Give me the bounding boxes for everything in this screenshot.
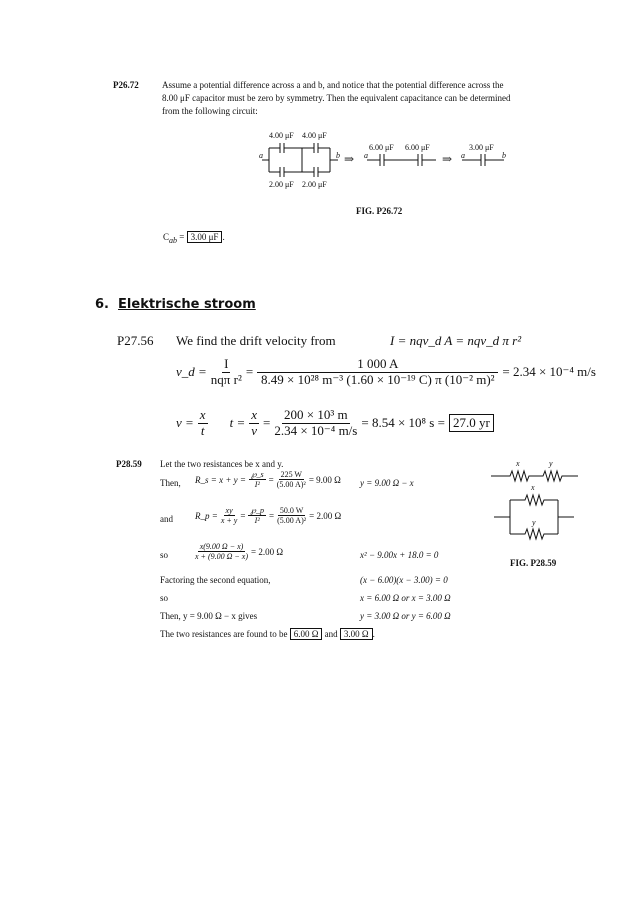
boxed-answer: 27.0 yr — [449, 414, 494, 432]
problem-label: P27.56 — [117, 333, 154, 348]
figure-caption: FIG. P28.59 — [510, 558, 557, 568]
capacitor-label: 2.00 μF — [302, 180, 327, 189]
resistor-label: y — [549, 459, 553, 468]
node-label: a — [259, 151, 263, 160]
series-equation: R_s = x + y = $\frac{℘\_s}{\text{I²}}$ = $\frac{225 W}{\text{(5.00 A)²}}$ = 9.00 Ω — [195, 470, 341, 490]
paragraph-line: so — [160, 593, 169, 603]
arrow-icon: ⇒ — [344, 152, 355, 166]
resistor-label: x — [531, 483, 535, 492]
node-label: b — [336, 151, 340, 160]
final-answer-line: The two resistances are found to be 6.00 Ω and 3.00 Ω . — [160, 629, 375, 639]
capacitor-label: 3.00 μF — [469, 143, 494, 152]
boxed-answer: 3.00 Ω — [340, 628, 373, 640]
paragraph-line: Then, y = 9.00 Ω − x gives — [160, 611, 258, 621]
paragraph-line: and — [160, 514, 173, 524]
equation: (x − 6.00)(x − 3.00) = 0 — [360, 575, 448, 585]
capacitor-label: 6.00 μF — [405, 143, 430, 152]
paragraph-line: We find the drift velocity from — [176, 333, 336, 348]
equation: x = 6.00 Ω or x = 3.00 Ω — [360, 593, 451, 603]
paragraph-line: Let the two resistances be x and y. — [160, 459, 284, 469]
parallel-equation: R_p = $\frac{xy}{x + y}$ = $\frac{℘\_p}{\text{I²}}$ = $\frac{50.0 W}{\text{(5.00 A)²}}$ = 2.00 Ω — [195, 506, 342, 526]
paragraph-line: so — [160, 550, 169, 560]
resistor-label: y — [532, 518, 536, 527]
equation: I = nqv_d A = nqv_d π r² — [390, 333, 522, 348]
paragraph-line: Then, — [160, 478, 181, 488]
paragraph-line: from the following circuit: — [162, 106, 258, 116]
paragraph-line: Factoring the second equation, — [160, 575, 271, 585]
equation: y = 9.00 Ω − x — [360, 478, 414, 488]
resistor-label: x — [516, 459, 520, 468]
time-equation: v = $\frac{x}{t}$ t = $\frac{x}{v}$ = $\frac{\text{200 × 10³ m}}{\text{2.34 × 10⁻⁴ m/s}}$ = 8.54 × 10⁸ s = 27.0 yr — [176, 408, 494, 439]
capacitor-label: 4.00 μF — [302, 131, 327, 140]
figure-caption: FIG. P26.72 — [356, 206, 403, 216]
boxed-answer: 3.00 μF — [187, 231, 223, 243]
paragraph-line: 8.00 μF capacitor must be zero by symmetry. Then the equivalent capacitance can be determined — [162, 93, 511, 103]
paragraph-line: Assume a potential difference across a and b, and notice that the potential difference across the — [162, 80, 504, 90]
node-label: a — [461, 151, 465, 160]
node-label: b — [502, 151, 506, 160]
problem-label: P28.59 — [116, 459, 142, 469]
arrow-icon: ⇒ — [442, 152, 453, 166]
problem-label: P26.72 — [113, 80, 139, 90]
capacitor-label: 4.00 μF — [269, 131, 294, 140]
section-heading: 6. Elektrische stroom — [95, 297, 256, 312]
cab-result: $C_{ab} = 3.00$ μF . — [163, 232, 225, 245]
substitution-equation: $\frac{x(9.00 \Omega - x)}{x + (9.00 \Omega - x)}$ = 2.00 Ω — [195, 542, 284, 562]
equation: x² − 9.00x + 18.0 = 0 — [360, 550, 439, 560]
capacitor-label: 6.00 μF — [369, 143, 394, 152]
node-label: a — [364, 151, 368, 160]
equation: y = 3.00 Ω or y = 6.00 Ω — [360, 611, 451, 621]
capacitor-label: 2.00 μF — [269, 180, 294, 189]
drift-velocity-equation: v_d = $\frac{I}{\text{nqπ r²}}$ = $\frac{1 000 A}{\text{8.49 × 10²⁸ m⁻³ (1.60 × 10⁻¹⁹ C) π (10⁻² m)²}}$ = 2.34 × 10⁻⁴ m/s — [176, 356, 596, 387]
boxed-answer: 6.00 Ω — [290, 628, 323, 640]
